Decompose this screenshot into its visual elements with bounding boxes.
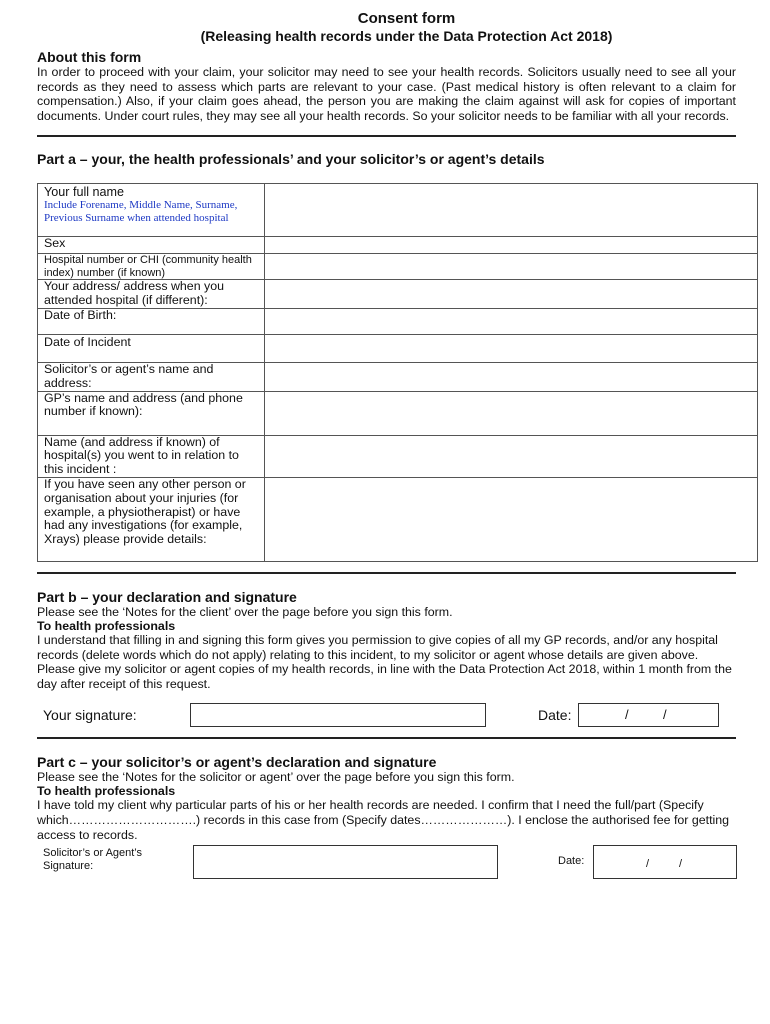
other-persons-label: If you have seen any other person or organisation about your injuries (for example, a physiotherapist) or have had any investigations (for example, Xrays) please provide details:: [38, 477, 265, 561]
address-field[interactable]: [265, 280, 758, 309]
consent-form-page: [37, 10, 736, 885]
solicitor-signature-label: [43, 847, 142, 873]
part-b-note: Please see the ‘Notes for the client’ over the page before you sign this form.: [37, 604, 453, 619]
divider: [37, 572, 736, 574]
date-separator: /: [646, 858, 650, 871]
other-persons-field[interactable]: [265, 477, 758, 561]
date-of-birth-field[interactable]: [265, 308, 758, 334]
table-row: [38, 184, 758, 237]
date-of-incident-field[interactable]: [265, 334, 758, 362]
table-row: [38, 237, 758, 254]
hospital-number-field[interactable]: [265, 254, 758, 280]
hospitals-field[interactable]: [265, 435, 758, 477]
form-subtitle: (Releasing health records under the Data Protection Act 2018): [200, 28, 613, 44]
hospital-number-label: Hospital number or CHI (community health index) number (if known): [38, 254, 265, 280]
divider: [37, 737, 736, 739]
date-label: Date:: [538, 707, 572, 724]
date-separator: /: [625, 707, 629, 723]
full-name-field[interactable]: [265, 184, 758, 237]
part-c-note: Please see the ‘Notes for the solicitor or agent’ over the page before you sign this form.: [37, 770, 515, 785]
part-b-to-heading: To health professionals: [37, 618, 176, 633]
details-table: [37, 183, 758, 562]
sex-label: Sex: [38, 237, 265, 254]
form-title: Consent form: [357, 10, 456, 27]
part-b-signature-row: [37, 699, 736, 733]
part-b-text: I understand that filling in and signing this form gives you permission to give copies of all my GP records, and/or any hospital records (delete words which do not apply) relating to this incident, to my solicitor or agent whose details are given above. Please give my solicitor or agent copies of my health records, in line with the Data Protection Act 2018, within 1 month from the day after receipt of this request.: [37, 632, 732, 691]
about-text: In order to proceed with your claim, your solicitor may need to see your health records. Solicitors usually need to see all your records as they need to assess which parts are relevant to your case. (Past medical history is often relevant to a claim for compensation.) Also, if your claim goes ahead, the person you are making the claim against will ask for copies of important documents. Under court rules, they may see all your health records. So your solicitor needs to be familiar with all your records.: [37, 65, 736, 123]
table-row: [38, 334, 758, 362]
part-a-heading: Part a – your, the health professionals’ and your solicitor’s or agent’s details: [37, 151, 545, 168]
full-name-label-text: Your full name: [44, 185, 125, 200]
part-b-heading: Part b – your declaration and signature: [37, 588, 297, 605]
full-name-label: [38, 184, 265, 237]
table-row: [38, 391, 758, 435]
gp-details-field[interactable]: [265, 391, 758, 435]
part-c-to-heading: To health professionals: [37, 784, 176, 799]
part-c-signature-row: [37, 845, 736, 885]
solicitor-details-field[interactable]: [265, 362, 758, 391]
solicitor-details-label: Solicitor’s or agent’s name and address:: [38, 362, 265, 391]
full-name-hint: Include Forename, Middle Name, Surname, Previous Surname when attended hospital: [44, 199, 238, 224]
gp-details-label: GP’s name and address (and phone number if known):: [38, 391, 265, 435]
hospitals-label: Name (and address if known) of hospital(s) you went to in relation to this incident :: [38, 435, 265, 477]
table-row: [38, 362, 758, 391]
table-row: [38, 477, 758, 561]
date-of-birth-label: Date of Birth:: [38, 308, 265, 334]
signature-box[interactable]: [190, 703, 486, 727]
divider: [37, 135, 736, 137]
table-row: [38, 280, 758, 309]
solicitor-date-label: Date:: [558, 855, 585, 868]
signature-label: Your signature:: [43, 707, 137, 724]
about-heading: About this form: [37, 49, 142, 65]
part-c-heading: Part c – your solicitor’s or agent’s declaration and signature: [37, 754, 437, 771]
date-box[interactable]: [578, 703, 719, 727]
date-separator: /: [679, 858, 683, 871]
date-separator: /: [663, 707, 667, 723]
sex-field[interactable]: [265, 237, 758, 254]
date-of-incident-label: Date of Incident: [38, 334, 265, 362]
solicitor-signature-box[interactable]: [193, 845, 498, 879]
table-row: [38, 435, 758, 477]
table-row: [38, 254, 758, 280]
solicitor-signature-label-line2: Signature:: [43, 860, 94, 873]
part-c-text: I have told my client why particular parts of his or her health records are needed. I confirm that I need the full/part (Specify which………………………….) records in this case from (Specify dates…………………). I enclose the authorised fee for getting access to records.: [37, 798, 730, 842]
address-label: Your address/ address when you attended hospital (if different):: [38, 280, 265, 309]
solicitor-date-box[interactable]: [593, 845, 737, 879]
solicitor-signature-label-line1: Solicitor’s or Agent’s: [43, 847, 143, 860]
table-row: [38, 308, 758, 334]
